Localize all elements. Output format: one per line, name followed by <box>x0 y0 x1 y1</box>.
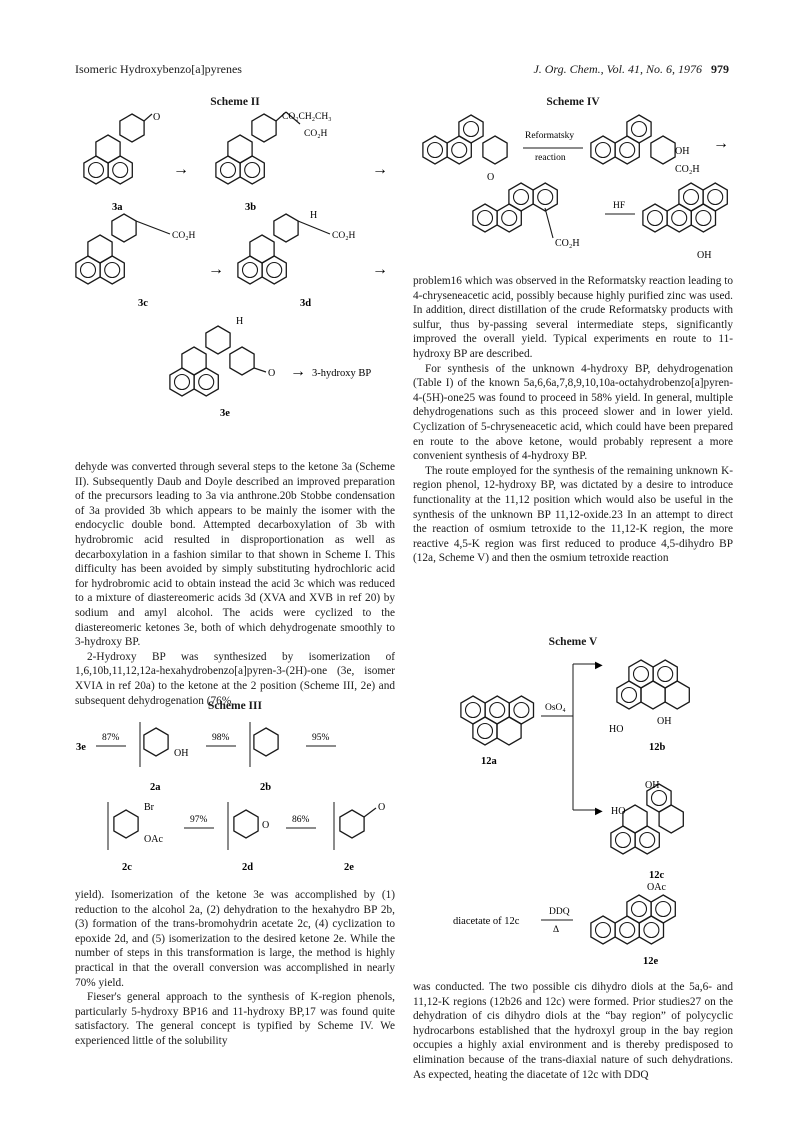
label-3c: 3c <box>138 298 148 309</box>
arrow-head: ▶ <box>595 806 603 817</box>
ketone-o: O <box>378 802 386 813</box>
arrow: → <box>290 363 306 380</box>
scheme-4-title: Scheme IV <box>546 96 600 108</box>
structure-2d <box>228 802 269 850</box>
structure-3d <box>238 210 356 284</box>
structure-3a <box>84 112 160 184</box>
label-12b: 12b <box>649 742 666 753</box>
paragraph: For synthesis of the unknown 4-hydroxy BP, dehydrogenation (Table I) of the known 5a,6,6a,7,8,9,10,10a-octahydrobenzo[a]pyren-4-(5H)-one25 was found to proceed in 58% yield. In general, multiple dehydrogenations such as this proceed slower and in lower yield. Cyclization of 5-chryseneacetic acid, which could have been prepared en route to the above ketone, would probably represent a more convenient synthesis of 4-hydroxy BP. <box>413 362 733 463</box>
label-12a: 12a <box>481 756 497 767</box>
oh-group: OH <box>697 250 712 261</box>
label-2c: 2c <box>122 862 132 872</box>
reagent-ddq: DDQ <box>549 907 570 917</box>
atom-h: H <box>310 210 318 221</box>
structure-2c <box>108 802 163 850</box>
arrow: → <box>372 261 388 278</box>
scheme-2-title: Scheme II <box>210 96 260 108</box>
paragraph: dehyde was converted through several steps to the ketone 3a (Scheme II). Subsequently Daub and Doyle described an improved preparation of the precursors leading to 3a via anthrone.20b Stobbe condensation of 3a provided 3b which appears to be mainly the isomer with the endocyclic double bond. Attempted decarboxylation of 3b with hydrobromic acid resulted in disproportionation as well as decarboxylation in a fashion similar to that shown in Scheme I. This difficulty has been avoided by simply substituting hydrochloric acid for hydrobromic acid to obtain instead the acid 3c which was reduced to a mixture of diastereomeric acids 3d (XVA and XVB in ref 20) by sodium and amyl alcohol. The acids were cyclized to the diastereomeric ketones 3e, both of which dehydrogenate smoothly to 3-hydroxy BP. <box>75 461 395 649</box>
structure-hydroxy-acid <box>591 115 700 175</box>
running-header-journal <box>533 62 729 77</box>
acid-group: CO₂H <box>675 164 700 175</box>
start-3e: 3e <box>76 742 86 753</box>
yield: 86% <box>292 815 310 825</box>
acid-group: CO₂H <box>304 129 328 139</box>
structure-12a <box>461 696 534 745</box>
structure-12c <box>611 780 683 854</box>
structure-12b <box>609 660 689 735</box>
structure-11-hydroxy-bp <box>643 183 727 261</box>
label-2b: 2b <box>260 782 272 793</box>
running-header-title: Isomeric Hydroxybenzo[a]pyrenes <box>75 62 242 76</box>
heat-delta: Δ <box>553 925 560 935</box>
structure-12e <box>591 882 675 944</box>
journal-citation: J. Org. Chem., Vol. 41, No. 6, 1976 <box>533 62 702 76</box>
scheme-2-figure <box>60 110 405 440</box>
acid-group: CO₂H <box>332 231 356 241</box>
reagent-hf: HF <box>613 201 626 211</box>
paragraph: problem16 which was observed in the Reformatsky reaction leading to 4-chryseneacetic acid, possibly because highly purified zinc was used. In addition, direct distillation of the crude Reformatsky products with sulfur, thus by-passing several intermediate steps, significantly improved the overall yield. Typical experiments en route to 11-hydroxy BP are described. <box>413 275 733 360</box>
scheme-3-figure <box>70 712 400 872</box>
br-group: Br <box>144 802 154 813</box>
reagent-reformatsky: Reformatsky <box>525 131 575 141</box>
ketone-o: O <box>268 368 276 379</box>
yield: 98% <box>212 733 230 743</box>
structure-3e <box>170 316 275 396</box>
left-column-upper <box>75 460 395 708</box>
structure-3b <box>216 112 332 184</box>
structure-3c <box>76 214 196 284</box>
page-number: 979 <box>711 62 729 76</box>
paragraph: The route employed for the synthesis of the remaining unknown K-region phenol, 12-hydroxy BP, was dictated by a desire to introduce functionality at the 11,12 position which would also be useful in the synthesis of the unknown BP 11,12-oxide.23 In an attempt to direct the reaction of osmium tetroxide to the 11,12-K region, the more reactive 4,5-K region was first reduced to produce 4,5-dihydro BP (12a, Scheme V) and then the osmium tetroxide reaction <box>413 464 733 565</box>
scheme-5-ddq-step <box>413 880 738 970</box>
structure-chryseneacetic-acid <box>473 183 580 249</box>
label-2a: 2a <box>150 782 161 793</box>
paragraph: 2-Hydroxy BP was synthesized by isomerization of 1,6,10b,11,12,12a-hexahydrobenzo[a]pyren-3-(2H)-one (3e, isomer XVIA in ref 20a) to the ketone at the 2 position (Scheme III, 2e) and subsequent dehydrogenation (76% <box>75 650 395 707</box>
oh-group: OH <box>657 716 672 727</box>
ketone-o: O <box>487 172 495 183</box>
acid-group: CO₂H <box>172 231 196 241</box>
scheme-4-figure <box>413 108 738 268</box>
ho-group: HO <box>611 806 626 817</box>
ketone-o: O <box>153 112 161 123</box>
acid-group: CO₂H <box>555 238 580 249</box>
ester-group: CO₂CH₂CH₃ <box>282 112 332 122</box>
arrow: → <box>372 161 388 178</box>
yield: 87% <box>102 733 120 743</box>
structure-2a <box>140 722 188 767</box>
arrow-head: ▶ <box>595 660 603 671</box>
right-column-upper <box>413 274 733 566</box>
label-12e: 12e <box>643 956 659 967</box>
paragraph: Fieser's general approach to the synthesis of K-region phenols, particularly 5-hydroxy BP16 and 11-hydroxy BP,17 was found quite satisfactory. The general concept is typified by Scheme IV. We experienced little of the solubility <box>75 991 395 1047</box>
ho-group: HO <box>609 724 624 735</box>
scheme-5-title: Scheme V <box>548 636 598 648</box>
structure-start-ketone <box>423 115 507 183</box>
diacetate-label: diacetate of 12c <box>453 916 520 927</box>
yield: 95% <box>312 733 330 743</box>
arrow: → <box>208 261 224 278</box>
oac-group: OAc <box>647 882 666 893</box>
atom-h: H <box>236 316 244 327</box>
oh-group: OH <box>675 146 690 157</box>
oh-group: OH <box>645 780 660 791</box>
label-3d: 3d <box>300 298 312 309</box>
structure-2e <box>334 802 385 850</box>
paragraph: was conducted. The two possible cis dihydro diols at the 5a,6- and 11,12-K regions (12b26 and 12c) were formed. Prior studies27 on the dehydration of cis dihydro diols at the “bay region” of polycyclic hydrocarbons established that the hydroxyl group in the bay region occupies a highly axial environment and is thereby predisposed to elimination because of the trans-diaxial nature of such dehydrations. As expected, heating the diacetate of 12c with DDQ <box>413 981 733 1081</box>
label-3e: 3e <box>220 408 230 419</box>
left-column-lower <box>75 888 395 1049</box>
reagent-oso4: OsO₄ <box>545 703 566 713</box>
product-3-hydroxy-bp: 3-hydroxy BP <box>312 368 372 379</box>
scheme-3-title: Scheme III <box>208 700 262 712</box>
label-3a: 3a <box>112 202 123 213</box>
label-3b: 3b <box>245 202 257 213</box>
right-column-lower <box>413 980 733 1082</box>
arrow: → <box>173 161 189 178</box>
yield: 97% <box>190 815 208 825</box>
label-2d: 2d <box>242 862 254 872</box>
oh-group: OH <box>174 748 189 759</box>
reagent-reaction: reaction <box>535 153 566 163</box>
paragraph: yield). Isomerization of the ketone 3e was accomplished by (1) reduction to the alcohol 2a, (2) dehydration to the hexahydro BP 2b, (3) formation of the trans-bromohydrin acetate 2c, (4) cyclization to epoxide 2d, and (5) isomerization to the desired ketone 2e. While the number of steps in this transformation is large, the method is highly practical in that the overall conversion was accomplished in nearly 70% yield. <box>75 889 395 989</box>
epoxide-o: O <box>262 820 270 831</box>
label-2e: 2e <box>344 862 354 872</box>
arrow: → <box>713 135 729 152</box>
label-12c: 12c <box>649 870 665 881</box>
structure-2b <box>250 722 278 767</box>
oac-group: OAc <box>144 834 163 845</box>
